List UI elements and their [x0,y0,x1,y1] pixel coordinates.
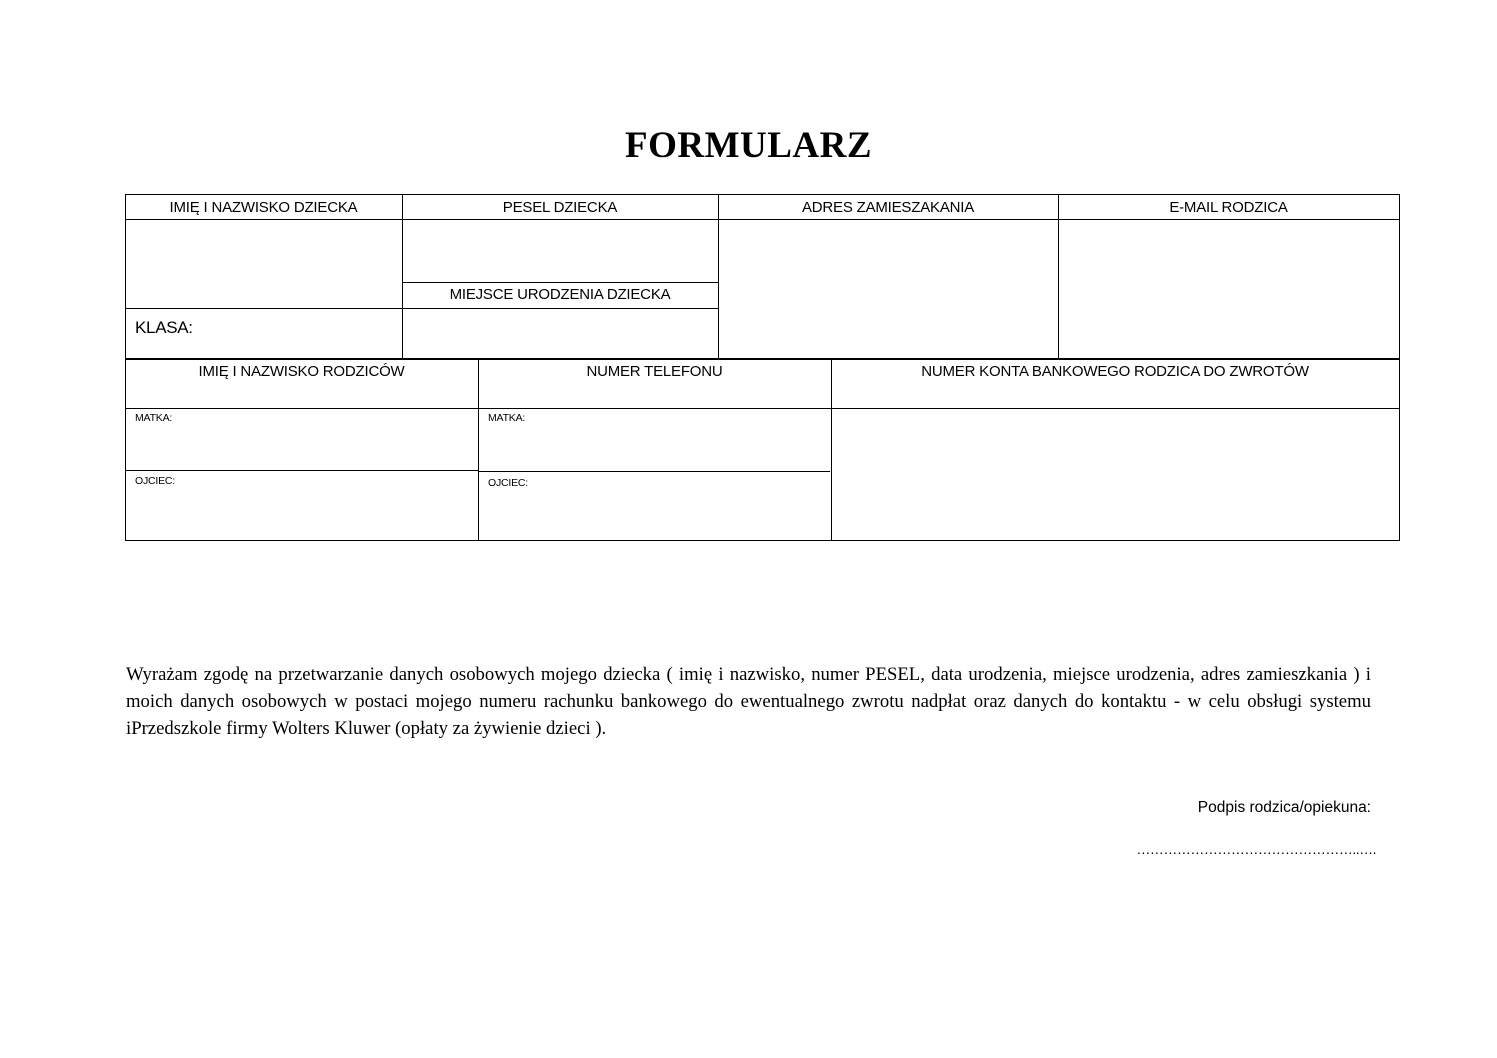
birthplace-field[interactable] [404,310,716,358]
bank-account-field[interactable] [833,410,1398,538]
father-phone-label: OJCIEC: [488,477,529,489]
column-divider [1058,194,1059,359]
mother-phone-field[interactable] [480,426,829,469]
column-divider [478,358,479,540]
header-address: ADRES ZAMIESZAKANIA [801,199,975,216]
parent-header-separator [125,408,1399,409]
consent-statement: Wyrażam zgodę na przetwarzanie danych osobowych mojego dziecka ( imię i nazwisko, numer PESEL, data urodzenia, miejsce urodzenia, adres zamieszkania ) i moich danych osobowych w postaci mojego numeru rachunku bankowego do ewentualnego zwrotu nadpłat oraz danych do kontaktu - w celu obsługi systemu iPrzedszkole firmy Wolters Kluwer (opłaty za żywienie dzieci ). [126,664,1371,739]
header-child-name: IMIĘ I NAZWISKO DZIECKA [169,199,358,216]
mother-father-separator [478,471,830,472]
child-header-separator [125,219,1399,220]
column-divider [718,194,719,359]
header-birthplace: MIEJSCE URODZENIA DZIECKA [449,286,671,303]
header-child-pesel: PESEL DZIECKA [502,199,618,216]
signature-label: Podpis rodzica/opiekuna: [1197,799,1371,816]
class-separator [125,308,402,309]
header-parent-names: IMIĘ I NAZWISKO RODZICÓW [198,363,405,380]
header-parent-email: E-MAIL RODZICA [1169,199,1288,216]
mother-phone-label: MATKA: [488,412,526,424]
father-name-label: OJCIEC: [135,475,176,487]
father-phone-field[interactable] [480,492,829,538]
mother-father-separator [125,470,478,471]
child-pesel-field[interactable] [404,221,716,281]
birthplace-top-line [402,282,718,283]
class-field[interactable] [200,310,400,358]
mother-name-field[interactable] [127,426,476,468]
address-field[interactable] [720,221,1056,358]
column-divider [831,358,832,540]
child-name-field[interactable] [127,221,401,307]
header-phone-number: NUMER TELEFONU [586,363,723,380]
mother-name-label: MATKA: [135,412,173,424]
father-name-field[interactable] [127,490,476,538]
header-bank-account: NUMER KONTA BANKOWEGO RODZICA DO ZWROTÓW [921,363,1309,380]
column-divider [402,194,403,359]
class-label: KLASA: [135,318,193,337]
form-title: FORMULARZ [624,125,873,166]
birthplace-bottom-line [402,308,718,309]
parent-email-field[interactable] [1060,221,1398,358]
signature-line[interactable]: …………………………………………..…. [1136,841,1376,857]
